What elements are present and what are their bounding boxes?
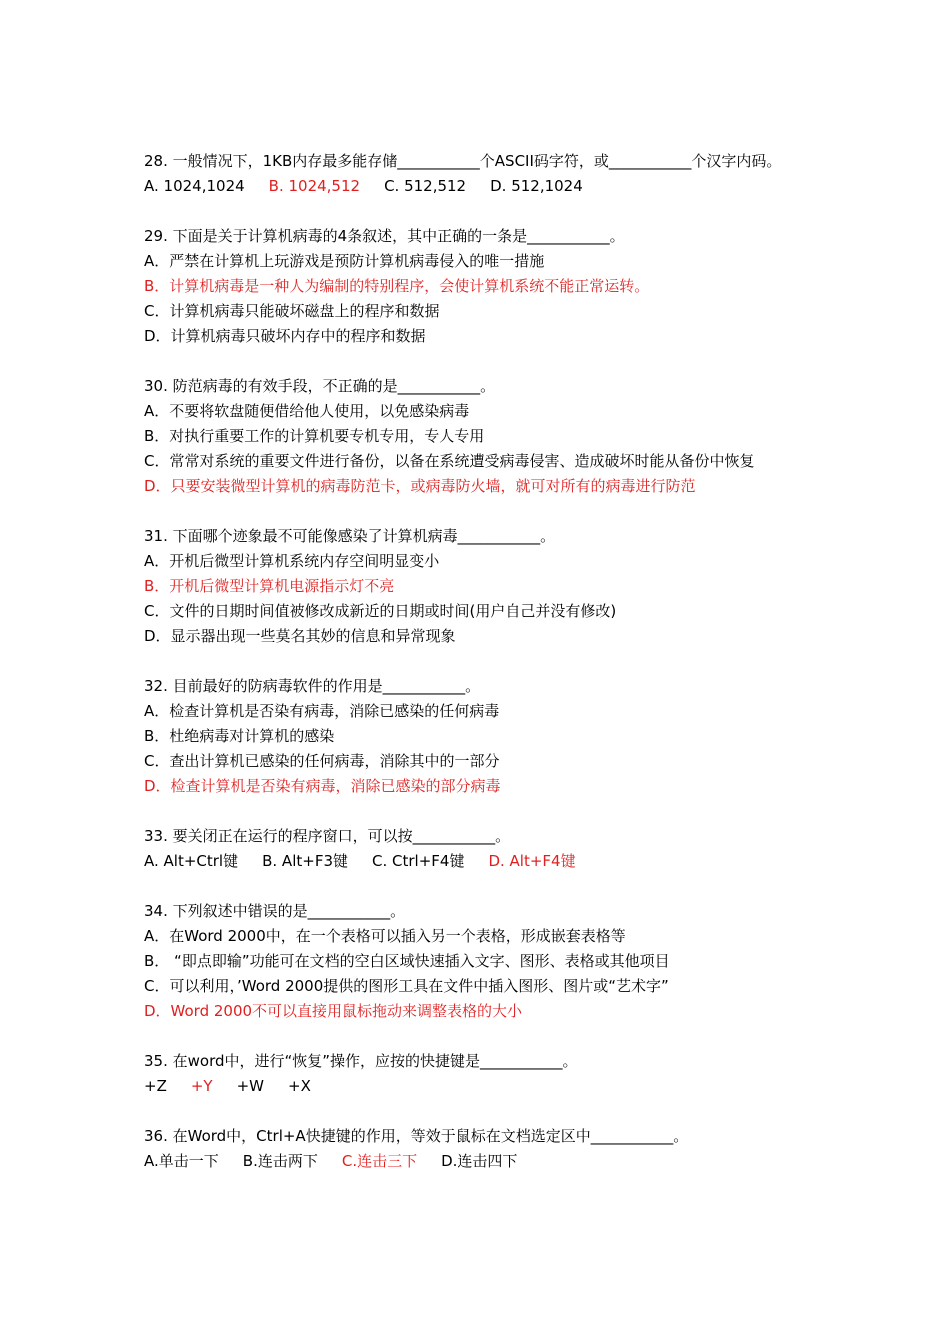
- option-b: B. Alt+F3键: [262, 852, 348, 870]
- option-c-answer: C.连击三下: [341, 1152, 418, 1170]
- question-stem: 28. 一般情况下，1KB内存最多能存储___________个ASCII码字符，或___________个汉字内码。: [144, 152, 782, 170]
- document-body: [144, 149, 816, 1199]
- option-d-answer: D. Alt+F4键: [488, 852, 576, 870]
- option-a: A．不要将软盘随便借给他人使用，以免感染病毒: [144, 402, 470, 420]
- question-31: [144, 524, 816, 649]
- options-inline: [144, 174, 816, 199]
- option-c: +W: [236, 1077, 264, 1095]
- question-32: [144, 674, 816, 799]
- option-d: D．计算机病毒只破坏内存中的程序和数据: [144, 327, 426, 345]
- option-b-answer: B．开机后微型计算机电源指示灯不亮: [144, 577, 395, 595]
- options-inline: [144, 1149, 816, 1174]
- option-d: +X: [288, 1077, 311, 1095]
- option-b: B． “即点即输”功能可在文档的空白区域快速插入文字、图形、表格或其他项目: [144, 952, 670, 970]
- option-a: A．严禁在计算机上玩游戏是预防计算机病毒侵入的唯一措施: [144, 252, 545, 270]
- option-b: B．杜绝病毒对计算机的感染: [144, 727, 335, 745]
- option-c: C．查出计算机已感染的任何病毒，消除其中的一部分: [144, 752, 500, 770]
- question-stem: 36. 在Word中，Ctrl+A快捷键的作用，等效于鼠标在文档选定区中___________。: [144, 1127, 689, 1145]
- option-c: C. Ctrl+F4键: [372, 852, 465, 870]
- option-a: +Z: [144, 1077, 167, 1095]
- option-d-answer: D．检查计算机是否染有病毒，消除已感染的部分病毒: [144, 777, 501, 795]
- option-b-answer: B．计算机病毒是一种人为编制的特别程序，会使计算机系统不能正常运转。: [144, 277, 650, 295]
- option-a: A．检查计算机是否染有病毒，消除已感染的任何病毒: [144, 702, 500, 720]
- question-stem: 33. 要关闭正在运行的程序窗口，可以按___________。: [144, 827, 511, 845]
- option-a: A.单击一下: [144, 1152, 219, 1170]
- question-stem: 32. 目前最好的防病毒软件的作用是___________。: [144, 677, 481, 695]
- question-36: [144, 1124, 816, 1174]
- option-b: B．对执行重要工作的计算机要专机专用，专人专用: [144, 427, 485, 445]
- option-c: C．计算机病毒只能破坏磁盘上的程序和数据: [144, 302, 440, 320]
- question-28: [144, 149, 816, 199]
- question-30: [144, 374, 816, 499]
- question-29: [144, 224, 816, 349]
- question-stem: 31. 下面哪个迹象最不可能像感染了计算机病毒___________。: [144, 527, 556, 545]
- question-33: [144, 824, 816, 874]
- question-stem: 35. 在word中，进行“恢复”操作，应按的快捷键是___________。: [144, 1052, 578, 1070]
- option-a: A．在Word 2000中，在一个表格可以插入另一个表格，形成嵌套表格等: [144, 927, 626, 945]
- option-a: A. Alt+Ctrl键: [144, 852, 239, 870]
- option-d: D．显示器出现一些莫名其妙的信息和异常现象: [144, 627, 456, 645]
- option-c: C．可以利用，’Word 2000提供的图形工具在文件中插入图形、图片或“艺术字”: [144, 977, 669, 995]
- options-inline: [144, 1074, 816, 1099]
- question-stem: 29. 下面是关于计算机病毒的4条叙述，其中正确的一条是___________。: [144, 227, 625, 245]
- question-34: [144, 899, 816, 1024]
- options-inline: [144, 849, 816, 874]
- option-d-answer: D．Word 2000不可以直接用鼠标拖动来调整表格的大小: [144, 1002, 523, 1020]
- option-b-answer: B. 1024,512: [268, 177, 361, 195]
- option-c: C. 512,512: [384, 177, 467, 195]
- question-35: [144, 1049, 816, 1099]
- option-b: B.连击两下: [242, 1152, 318, 1170]
- question-stem: 34. 下列叙述中错误的是___________。: [144, 902, 406, 920]
- option-a: A. 1024,1024: [144, 177, 245, 195]
- option-d: D.连击四下: [441, 1152, 518, 1170]
- option-b-answer: +Y: [190, 1077, 213, 1095]
- option-d-answer: D．只要安装微型计算机的病毒防范卡，或病毒防火墙，就可对所有的病毒进行防范: [144, 477, 696, 495]
- question-stem: 30. 防范病毒的有效手段，不正确的是___________。: [144, 377, 496, 395]
- option-c: C．文件的日期时间值被修改成新近的日期或时间(用户自己并没有修改): [144, 602, 617, 620]
- option-c: C．常常对系统的重要文件进行备份，以备在系统遭受病毒侵害、造成破坏时能从备份中恢复: [144, 452, 755, 470]
- option-d: D. 512,1024: [490, 177, 583, 195]
- option-a: A．开机后微型计算机系统内存空间明显变小: [144, 552, 440, 570]
